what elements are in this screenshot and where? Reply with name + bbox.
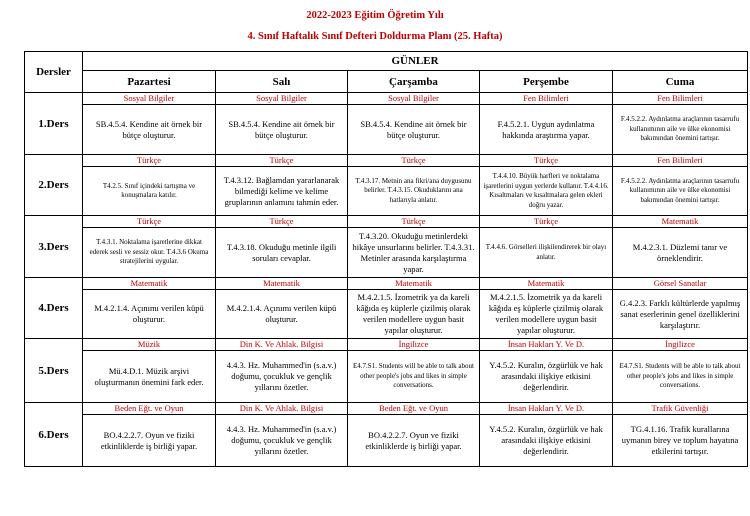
- objective-cell: G.4.2.3. Farklı kültürlerde yapılmış sanat eserlerinin genel özelliklerini karşılaştırır.: [613, 290, 748, 339]
- objective-cell: TG.4.1.16. Trafik kurallarına uymanın birey ve toplum hayatına etkilerini tartışır.: [613, 415, 748, 467]
- subject-cell: Fen Bilimleri: [613, 155, 748, 167]
- day-header-carsamba: Çarşamba: [348, 71, 480, 93]
- dersler-header: Dersler: [25, 52, 83, 93]
- subject-row-4: [25, 278, 748, 290]
- subject-cell: Sosyal Bilgiler: [216, 93, 348, 105]
- subject-cell: Beden Eğt. ve Oyun: [348, 403, 480, 415]
- subject-cell: Din K. Ve Ahlak. Bilgisi: [216, 339, 348, 351]
- subject-cell: Türkçe: [348, 216, 480, 228]
- subject-cell: Fen Bilimleri: [480, 93, 613, 105]
- subject-cell: Türkçe: [83, 155, 216, 167]
- day-header-pazartesi: Pazartesi: [83, 71, 216, 93]
- lesson-label: 4.Ders: [25, 278, 83, 339]
- objective-cell: T.4.3.17. Metnin ana fikri/ana duygusunu belirler. T.4.3.15. Okuduklarını ana hatlarıyla anlatır.: [348, 167, 480, 216]
- objective-row-5: [25, 351, 748, 403]
- subject-row-5: [25, 339, 748, 351]
- subject-row-1: [25, 93, 748, 105]
- day-header-sali: Salı: [216, 71, 348, 93]
- objective-cell: T.4.3.20. Okuduğu metinlerdeki hikâye unsurlarını belirler. T.4.3.31. Metinler arasında karşılaştırma yapar.: [348, 228, 480, 278]
- subject-cell: Türkçe: [480, 216, 613, 228]
- subject-cell: Matematik: [348, 278, 480, 290]
- lesson-label: 2.Ders: [25, 155, 83, 216]
- day-header-persembe: Perşembe: [480, 71, 613, 93]
- document-subtitle: 4. Sınıf Haftalık Sınıf Defteri Doldurma Planı (25. Hafta): [247, 31, 503, 42]
- objective-row-6: [25, 415, 748, 467]
- objective-cell: E4.7.S1. Students will be able to talk about other people's jobs and likes in simple conversations.: [348, 351, 480, 403]
- day-header-cuma: Cuma: [613, 71, 748, 93]
- subject-row-3: [25, 216, 748, 228]
- subject-cell: İnsan Hakları Y. Ve D.: [480, 403, 613, 415]
- subject-cell: Din K. Ve Ahlak. Bilgisi: [216, 403, 348, 415]
- objective-cell: M.4.2.1.5. İzometrik ya da kareli kâğıda eş küplerle çizilmiş olarak verilen modellere uygun basit yapılar oluşturur.: [348, 290, 480, 339]
- objective-cell: 4.4.3. Hz. Muhammed'in (s.a.v.) doğumu, çocukluk ve gençlik yıllarını özetler.: [216, 351, 348, 403]
- subject-cell: Türkçe: [480, 155, 613, 167]
- objective-cell: T.4.3.12. Bağlamdan yararlanarak bilmediği kelime ve kelime gruplarının anlamını tahmin eder.: [216, 167, 348, 216]
- objective-cell: M.4.2.1.4. Açınımı verilen küpü oluşturur.: [83, 290, 216, 339]
- subject-cell: Görsel Sanatlar: [613, 278, 748, 290]
- objective-cell: M.4.2.3.1. Düzlemi tanır ve örneklendirir.: [613, 228, 748, 278]
- objective-cell: SB.4.5.4. Kendine ait örnek bir bütçe oluşturur.: [216, 105, 348, 155]
- subject-cell: İnsan Hakları Y. Ve D.: [480, 339, 613, 351]
- objective-cell: F.4.5.2.1. Uygun aydınlatma hakkında araştırma yapar.: [480, 105, 613, 155]
- subject-cell: Türkçe: [348, 155, 480, 167]
- subject-cell: Matematik: [216, 278, 348, 290]
- lesson-label: 6.Ders: [25, 403, 83, 467]
- subject-row-6: [25, 403, 748, 415]
- subject-cell: Türkçe: [216, 216, 348, 228]
- subject-cell: İngilizce: [348, 339, 480, 351]
- objective-cell: Y.4.5.2. Kuralın, özgürlük ve hak arasındaki ilişkiye etkisini değerlendirir.: [480, 415, 613, 467]
- objective-cell: T.4.3.18. Okuduğu metinle ilgili soruları cevaplar.: [216, 228, 348, 278]
- lesson-label: 3.Ders: [25, 216, 83, 278]
- subject-cell: Fen Bilimleri: [613, 93, 748, 105]
- subject-cell: Matematik: [613, 216, 748, 228]
- subject-cell: Sosyal Bilgiler: [83, 93, 216, 105]
- subject-cell: Matematik: [83, 278, 216, 290]
- objective-cell: T.4.4.10. Büyük harfleri ve noktalama işaretlerini uygun yerlerde kullanır. T.4.4.16. Kısaltmaları ve kısaltmalara gelen ekleri doğru yazar.: [480, 167, 613, 216]
- subject-cell: Trafik Güvenliği: [613, 403, 748, 415]
- subject-cell: Matematik: [480, 278, 613, 290]
- objective-cell: M.4.2.1.4. Açınımı verilen küpü oluşturur.: [216, 290, 348, 339]
- lesson-label: 1.Ders: [25, 93, 83, 155]
- objective-row-2: [25, 167, 748, 216]
- objective-row-1: [25, 105, 748, 155]
- objective-cell: BO.4.2.2.7. Oyun ve fiziki etkinliklerde iş birliği yapar.: [348, 415, 480, 467]
- objective-cell: M.4.2.1.5. İzometrik ya da kareli kâğıda eş küplerle çizilmiş olarak verilen modellere uygun basit yapılar oluşturur.: [480, 290, 613, 339]
- objective-cell: SB.4.5.4. Kendine ait örnek bir bütçe oluşturur.: [83, 105, 216, 155]
- objective-cell: F.4.5.2.2. Aydınlatma araçlarının tasarrufu kullanımının aile ve ülke ekonomisi bakımından önemini tartışır.: [613, 105, 748, 155]
- gunler-header: GÜNLER: [83, 52, 748, 71]
- subject-cell: Müzik: [83, 339, 216, 351]
- objective-row-3: [25, 228, 748, 278]
- objective-cell: Y.4.5.2. Kuralın, özgürlük ve hak arasındaki ilişkiye etkisini değerlendirir.: [480, 351, 613, 403]
- objective-cell: SB.4.5.4. Kendine ait örnek bir bütçe oluşturur.: [348, 105, 480, 155]
- objective-row-4: [25, 290, 748, 339]
- subject-cell: Türkçe: [216, 155, 348, 167]
- objective-cell: T4.2.5. Sınıf içindeki tartışma ve konuşmalara katılır.: [83, 167, 216, 216]
- subject-row-2: [25, 155, 748, 167]
- objective-cell: BO.4.2.2.7. Oyun ve fiziki etkinliklerde iş birliği yapar.: [83, 415, 216, 467]
- objective-cell: T.4.3.1. Noktalama işaretlerine dikkat ederek sesli ve sessiz okur. T.4.3.6 Okuma stratejilerini uygular.: [83, 228, 216, 278]
- objective-cell: E4.7.S1. Students will be able to talk about other people's jobs and likes in simple conversations.: [613, 351, 748, 403]
- schedule-table: [24, 51, 748, 467]
- subject-cell: Sosyal Bilgiler: [348, 93, 480, 105]
- objective-cell: F.4.5.2.2. Aydınlatma araçlarının tasarrufu kullanımının aile ve ülke ekonomisi bakımından önemini tartışır.: [613, 167, 748, 216]
- lesson-label: 5.Ders: [25, 339, 83, 403]
- objective-cell: T.4.4.6. Görselleri ilişkilendirerek bir olayı anlatır.: [480, 228, 613, 278]
- subject-cell: İngilizce: [613, 339, 748, 351]
- document-title: 2022-2023 Eğitim Öğretim Yılı: [306, 10, 444, 21]
- subject-cell: Türkçe: [83, 216, 216, 228]
- objective-cell: 4.4.3. Hz. Muhammed'in (s.a.v.) doğumu, çocukluk ve gençlik yıllarını özetler.: [216, 415, 348, 467]
- subject-cell: Beden Eğt. ve Oyun: [83, 403, 216, 415]
- objective-cell: Mü.4.D.1. Müzik arşivi oluşturmanın önemini fark eder.: [83, 351, 216, 403]
